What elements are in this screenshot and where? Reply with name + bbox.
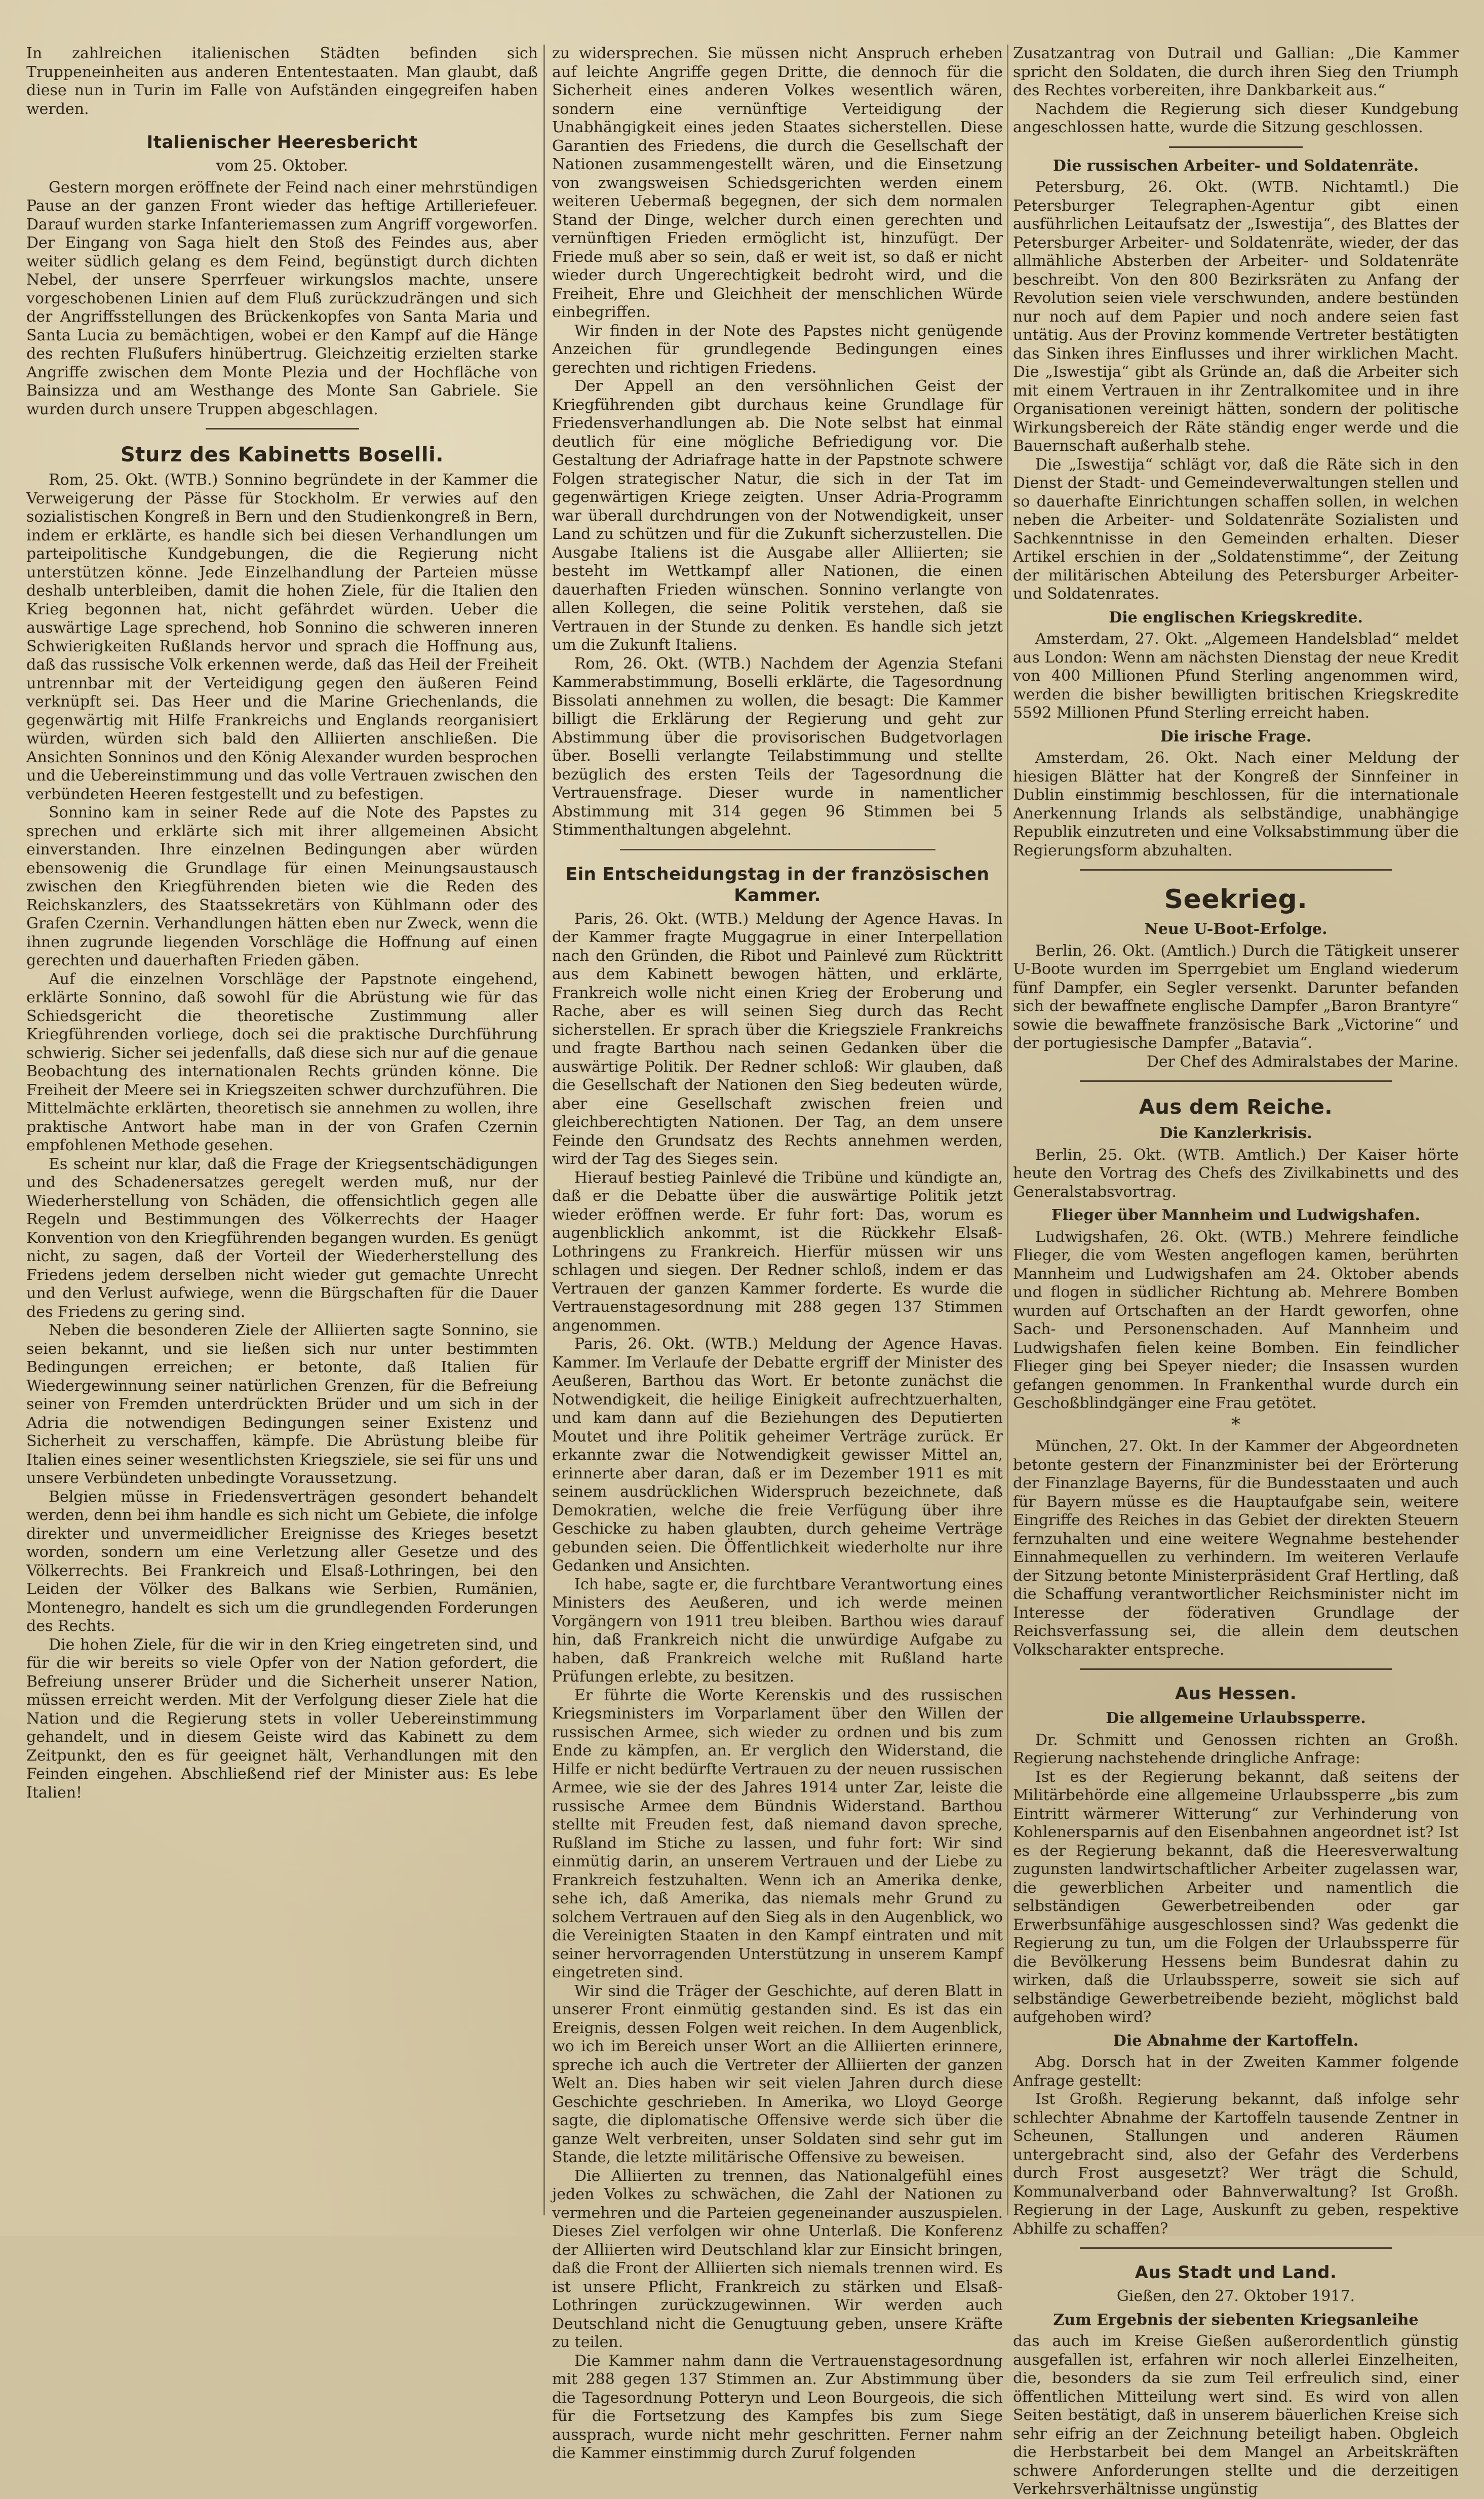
article-intro: In zahlreichen italienischen Städten befinden sich Truppeneinheiten aus anderen Ententestaaten. Man glaubt, daß diese nun in Turin im Falle von Aufständen eingegreifen haben werden. [26,45,538,118]
asterisk-divider: * [1231,1414,1240,1435]
headline-aus-dem-reiche: Aus dem Reiche. [1139,1096,1333,1119]
headline-stadt-und-land: Aus Stadt und Land. [1135,2262,1337,2283]
article-paragraph: Belgien müsse in Friedensverträgen gesondert behandelt werden, denn bei ihm handle es sich nicht um Gebiete, die infolge direkter und unvermeidlicher Ereignisse des Krieges besetzt worden, sondern um eine Verletzung aller Gesetze und des Völkerrechts. Bei Frankreich und Elsaß-Lothringen, bei den Leiden der Völker des Balkans wie Serbien, Rumänien, Montenegro, handelt es sich um die grundlegenden Forderungen des Rechts. [26,1488,538,1635]
article-paragraph: Die hohen Ziele, für die wir in den Krieg eingetreten sind, und für die wir bereits so viele Opfer von der Nation gefordert, die Befreiung unserer Brüder und die Sicherheit unserer Nation, müssen erreicht werden. Mit der Verfolgung dieser Ziele hat die Nation und die Regierung stets in voller Uebereinstimmung gehandelt, und in diesem Geiste wird das Kabinett zu dem Zeitpunkt, den es für geeignet hält, Verhandlungen mit den Feinden eingehen. Abschließend rief der Minister aus: Es lebe Italien! [26,1635,538,1802]
column-2 [552,45,1003,2462]
headline-ubot: Neue U-Boot-Erfolge. [1144,920,1327,938]
article-paragraph: Die „Iswestija“ schlägt vor, daß die Räte sich in den Dienst der Stadt- und Gemeindeverwaltungen stellen und so dauerhafte Einrichtungen schaffen sollen, in welchen neben die Arbeiter- und Soldatenräte Sozialisten und Sachkenntnisse in den Gemeinden erhalten. Dieser Artikel erschien in der „Soldatenstimme“, der Zeitung der militärischen Abteilung des Petersburger Arbeiter- und Soldatenrates. [1013,455,1459,603]
headline-sturz: Sturz des Kabinetts Boselli. [121,443,444,466]
article-paragraph: Es scheint nur klar, daß die Frage der Kriegsentschädigungen und des Schadenersatzes geregelt werden muß, nur der Wiederherstellung von Schäden, die offensichtlich gegen alle Regeln und Bestimmungen des Völkerrechts der Haager Konvention von den Kriegführenden begangen wurden. Es genügt nicht, zu sagen, daß der Vorteil der Wiederherstellung des Friedens jedem derselben nicht wieder gut gemachte Unrecht und den Verlust aufwiege, wenn die Bürgschaften für die Dauer des Friedens zu gering sind. [26,1155,538,1321]
divider [1080,1668,1392,1670]
article-paragraph: Sonnino kam in seiner Rede auf die Note des Papstes zu sprechen und erklärte sich mit ihrer allgemeinen Absicht einverstanden. Ihre einzelnen Bedingungen aber würden ebensowenig die Grundlage für einen Meinungsaustausch zwischen den Kriegführenden bieten wie die Reden des Reichskanzlers, des Staatssekretärs von Kühlmann oder des Grafen Czernin. Verhandlungen hätten eben nur Zweck, wenn die ihnen zugrunde liegenden Vorschläge die Hoffnung auf einen gerechten und dauerhaften Frieden gäben. [26,804,538,969]
article-paragraph: Paris, 26. Okt. (WTB.) Meldung der Agence Havas. In der Kammer fragte Muggagrue in einer Interpellation nach den Gründen, die Ribot und Painlevé zum Rücktritt aus dem Kabinett bewogen hätten, und erklärte, Frankreich wolle nicht einen Krieg der Eroberung und Rache, aber es will seinen Sieg durch das Recht sicherstellen. Er sprach über die Kriegsziele Frankreichs und fragte Barthou nach seinen Gedanken über die auswärtige Politik. Der Redner schloß: Wir glauben, daß die Gesellschaft der Nationen den Sieg bedeuten würde, aber eine Gesellschaft zwischen freien und gleichberechtigten Nationen. Der Tag, an dem unsere Feinde den Grundsatz des Rechts annehmen werden, wird der Tag des Sieges sein. [552,910,1003,1168]
article-paragraph: Amsterdam, 26. Okt. Nach einer Meldung der hiesigen Blätter hat der Kongreß der Sinnfeiner in Dublin einstimmig beschlossen, für die internationale Anerkennung Irlands als selbständige, unabhängige Republik einzutreten und eine Volksabstimmung über die Regierungsform abzuhalten. [1013,749,1459,860]
divider [206,428,359,429]
heeresbericht-date: vom 25. Oktober. [216,157,348,175]
headline-entscheidungstag: Ein Entscheidungstag in der französischen Kammer. [565,864,990,906]
headline-irische-frage: Die irische Frage. [1160,727,1312,746]
headline-aus-hessen: Aus Hessen. [1175,1684,1297,1704]
article-paragraph: Hierauf bestieg Painlevé die Tribüne und kündigte an, daß er die Debatte über die auswärtige Politik jetzt wieder eröffnen werde. Er fuhr fort: Das, worum es augenblicklich ankommt, ist die Rückkehr Elsaß-Lothringens zu Frankreich. Hierfür müssen wir uns schlagen und siegen. Der Redner schloß, indem er das Vertrauen der ganzen Kammer forderte. Es wurde die Vertrauenstagesordnung mit 288 gegen 137 Stimmen angenommen. [552,1168,1003,1335]
headline-kartoffeln: Die Abnahme der Kartoffeln. [1113,2032,1359,2050]
article-paragraph: zu widersprechen. Sie müssen nicht Anspruch erheben auf leichte Angriffe gegen Dritte, die dennoch für die Sicherheit eines anderen Volkes wesentlich wären, sondern eine vernünftige Verteidigung der Unabhängigkeit eines jeden Staates sicherstellen. Diese Garantien des Friedens, die durch die Gesellschaft der Nationen zusammengestellt wären, und die Einsetzung von zwangsweisen Schiedsgerichten werden einem weiteren Uebermaß begegnen, der sich dem normalen Stand der Dinge, welcher durch einen gerechten und vernünftigen Frieden ermöglicht ist, hinzufügt. Der Friede muß aber so sein, daß er weit ist, so daß er nicht wieder durch Ungerechtigkeit bedroht wird, und die Freiheit, Ehre und Gleichheit der menschlichen Würde einbegriffen. [552,45,1003,321]
divider [1080,1080,1392,1082]
column-rule [543,45,545,2215]
article-paragraph: Nachdem die Regierung sich dieser Kundgebung angeschlossen hatte, wurde die Sitzung geschlossen. [1013,100,1459,136]
headline-heeresbericht: Italienischer Heeresbericht [146,132,418,152]
divider [1080,2247,1392,2249]
article-paragraph: Berlin, 26. Okt. (Amtlich.) Durch die Tätigkeit unserer U-Boote wurden im Sperrgebiet um England wiederum fünf Dampfer, ein Segler versenkt. Darunter befanden sich der bewaffnete englische Dampfer „Baron Brantyre“ sowie die bewaffnete französische Bark „Victorine“ und der portugiesische Dampfer „Batavia“. [1013,942,1459,1052]
headline-kanzlerkrisis: Die Kanzlerkrisis. [1159,1124,1312,1142]
article-paragraph: Zusatzantrag von Dutrail und Gallian: „Die Kammer spricht den Soldaten, die durch ihren Sieg den Triumph des Rechtes vorbereiten, ihre Dankbarkeit aus.“ [1013,45,1459,99]
headline-englische-kredite: Die englischen Kriegskredite. [1109,608,1363,627]
headline-seekrieg: Seekrieg. [1164,884,1308,915]
headline-urlaubssperre: Die allgemeine Urlaubssperre. [1106,1709,1366,1727]
divider [620,849,935,850]
column-3 [1013,45,1459,2498]
article-paragraph: Petersburg, 26. Okt. (WTB. Nichtamtl.) Die Petersburger Telegraphen-Agentur gibt einen ausführlichen Leitaufsatz der „Iswestija“, des Blattes der Petersburger Arbeiter- und Soldatenräte, wieder, der das allmähliche Absterben der Arbeiter- und Soldatenräte beschreibt. Von den 800 Bezirksräten zu Anfang der Revolution seien viele verschwunden, andere bestünden nur noch auf dem Papier und noch andere seien fast untätig. Aus der Provinz kommende Vertreter bestätigten das Sinken ihres Einflusses und ihrer wirklichen Macht. Die „Iswestija“ gibt als Gründe an, daß die Arbeiter sich mit einem Vertrauen in ihr Zentralkomitee und in ihre Organisationen vereinigt hätten, sondern der politische Wirkungsbereich der Räte ständig enger werde und die Bauernschaft außerhalb stehe. [1013,178,1459,455]
article-paragraph: Ich habe, sagte er, die furchtbare Verantwortung eines Ministers des Aeußeren, und ich werde meinen Vorgängern von 1911 treu bleiben. Barthou wies darauf hin, daß Frankreich nicht die unwürdige Aufgabe zu haben, daß Frankreich welche mit Rußland harte Prüfungen erlebte, zu besitzen. [552,1575,1003,1686]
article-paragraph: Die Kammer nahm dann die Vertrauenstagesordnung mit 288 gegen 137 Stimmen an. Zur Abstimmung über die Tagesordnung Potteryn und Leon Bourgeois, die sich für die Fortsetzung des Kampfes bis zum Siege aussprach, wurde nicht mehr geschritten. Ferner nahm die Kammer einstimmig durch Zuruf folgenden [552,2352,1003,2462]
article-paragraph: Gestern morgen eröffnete der Feind nach einer mehrstündigen Pause an der ganzen Front wieder das heftige Artilleriefeuer. Darauf wurden starke Infanteriemassen zum Angriff vorgeworfen. Der Eingang von Saga hielt den Stoß des Feindes aus, aber weiter südlich gelang es dem Feind, begünstigt durch dichten Nebel, der unsere Sperrfeuer wirkungslos machte, unsere vorgeschobenen Linien auf dem Fluß zurückzudrängen und sich der Angriffsstellungen des Brückenkopfes von Santa Maria und Santa Lucia zu bemächtigen, wobei er den Kampf auf die Hänge des rechten Flußufers hinübertrug. Gleichzeitig erzielten starke Angriffe zwischen dem Monte Plezia und der Hochfläche von Bainsizza und am Westhange des Monte San Gabriele. Sie wurden durch unsere Truppen abgeschlagen. [26,178,538,418]
headline-flieger: Flieger über Mannheim und Ludwigshafen. [1051,1206,1420,1224]
divider [1080,869,1392,871]
article-paragraph: Rom, 25. Okt. (WTB.) Sonnino begründete in der Kammer die Verweigerung der Pässe für Stockholm. Er verwies auf den sozialistischen Kongreß in Bern und den Studienkongreß in Bern, indem er erklärte, es handle sich bei diesen Verhandlungen um parteipolitische Kundgebungen, die die Regierung nicht unterstützen könne. Jede Einzelhandlung der Parteien müsse deshalb unterbleiben, damit die hohen Ziele, für die Italien den Krieg begonnen hat, nicht gefährdet würden. Ueber die auswärtige Lage sprechend, hob Sonnino die schweren inneren Schwierigkeiten Rußlands hervor und sprach die Hoffnung aus, daß das russische Volk erkennen werde, daß das Heil der Freiheit untrennbar mit der Verteidigung gegen den äußeren Feind verknüpft sei. Das Heer und die Marine Griechenlands, die gegenwärtig mit Hilfe Frankreichs und Englands reorganisiert würden, würden sich bald den Alliierten anschließen. Die Ansichten Sonninos und den König Alexander wurden besprochen und die Uebereinstimmung und das volle Vertrauen zwischen den verbündeten Heeren festgestellt und zu befestigen. [26,471,538,803]
article-paragraph: Ist es der Regierung bekannt, daß seitens der Militärbehörde eine allgemeine Urlaubssperre „bis zum Eintritt wärmerer Witterung“ zur Verhinderung von Kohlenersparnis auf den Eisenbahnen angeordnet ist? Ist es der Regierung bekannt, daß die Heeresverwaltung zugunsten landwirtschaftlicher Arbeiter zugelassen war, die gewerblichen Arbeiter und namentlich die selbständigen Gewerbetreibenden oder gar Erwerbsunfähige ausgeschlossen sind? Was gedenkt die Regierung zu tun, um die Folgen der Urlaubssperre für die Bevölkerung Hessens beim Bundesrat dahin zu wirken, daß die Urlaubssperre, soweit sie sich auf selbständige Gewerbetreibende bezieht, möglichst bald aufgehoben wird? [1013,1768,1459,2026]
article-paragraph: Dr. Schmitt und Genossen richten an Großh. Regierung nachstehende dringliche Anfrage: [1013,1731,1459,1767]
article-paragraph: Berlin, 25. Okt. (WTB. Amtlich.) Der Kaiser hörte heute den Vortrag des Chefs des Zivilkabinetts und des Generalstabsvortrag. [1013,1146,1459,1201]
article-paragraph: Wir sind die Träger der Geschichte, auf deren Blatt in unserer Front einmütig gestanden sind. Es ist das ein Ereignis, dessen Folgen weit reichen. In dem Augenblick, wo ich im Bereich unser Wort an die Alliierten erinnere, spreche ich auch die Vertreter der Alliierten der ganzen Welt an. Dies haben wir seit vielen Jahren durch diese Geschichte geschrieben. In Amerika, wo Lloyd George sagte, die diplomatische Offensive werde sich über die ganze Welt verbreiten, unser Soldaten sind sehr gut im Stande, die letzte militärische Offensive zu beweisen. [552,1982,1003,2166]
column-1 [26,45,538,2215]
article-paragraph: Abg. Dorsch hat in der Zweiten Kammer folgende Anfrage gestellt: [1013,2053,1459,2090]
article-paragraph: Amsterdam, 27. Okt. „Algemeen Handelsblad“ meldet aus London: Wenn am nächsten Dienstag der neue Kredit von 400 Millionen Pfund Sterling angenommen wird, werden die bisher bewilligten britischen Kriegskredite 5592 Millionen Pfund Sterling erreicht haben. [1013,630,1459,722]
article-paragraph: Er führte die Worte Kerenskis und des russischen Kriegsministers im Vorparlament über den Willen der russischen Armee, sich wieder zu ordnen und bis zum Ende zu kämpfen, an. Er verglich den Widerstand, die Hilfe er nicht bedürfte Vertrauen zu der neuen russischen Armee, wie sie der des Jahres 1914 unter Zar, leiste die russische Armee dem Bündnis Widerstand. Barthou stellte mit Freuden fest, daß niemand davon spreche, Rußland im Stiche zu lassen, und fuhr fort: Wir sind einmütig darin, an unserem Vertrauen und der Liebe zu Frankreich festzuhalten. Wenn ich an Amerika denke, sehe ich, daß Amerika, das niemals mehr Grund zu solchem Vertrauen auf den Sieg als in den Augenblick, wo die Vereinigten Staaten in den Kampf eintraten und mit seiner hervorragenden Unterstützung in unserem Kampf eingetreten sind. [552,1686,1003,1981]
signature-line: Der Chef des Admiralstabes der Marine. [1146,1052,1459,1071]
article-paragraph: Ludwigshafen, 26. Okt. (WTB.) Mehrere feindliche Flieger, die vom Westen angeflogen kamen, berührten Mannheim und Ludwigshafen am 24. Oktober abends und flogen in südlicher Richtung ab. Mehrere Bomben wurden auf Ortschaften an der Hardt geworfen, ohne Sach- und Personenschaden. Auf Mannheim und Ludwigshafen fielen keine Bomben. Ein feindlicher Flieger ging bei Speyer nieder; die Insassen wurden gefangen genommen. In Frankenthal wurde durch ein Geschoßblindgänger eine Frau getötet. [1013,1228,1459,1412]
article-paragraph: München, 27. Okt. In der Kammer der Abgeordneten betonte gestern der Finanzminister bei der Erörterung der Finanzlage Bayerns, für die Bundesstaaten und auch für Bayern müsse es die Hauptaufgabe sein, weitere Eingriffe des Reiches in das Gebiet der direkten Steuern fernzuhalten und eine weitere Wegnahme bestehender Einnahmequellen zu verhindern. Im weiteren Verlaufe der Sitzung betonte Ministerpräsident Graf Hertling, daß die Schaffung verantwortlicher Reichsminister nicht im Interesse der föderativen Grundlage der Reichsverfassung sei, die allein dem deutschen Volkscharakter entspreche. [1013,1437,1459,1659]
divider [1169,146,1303,148]
stadt-dateline: Gießen, den 27. Oktober 1917. [1116,2287,1355,2305]
article-paragraph: Wir finden in der Note des Papstes nicht genügende Anzeichen für grundlegende Bedingungen eines gerechten und richtigen Friedens. [552,322,1003,377]
headline-kriegsanleihe: Zum Ergebnis der siebenten Kriegsanleihe [1053,2311,1419,2329]
article-paragraph: Ist Großh. Regierung bekannt, daß infolge sehr schlechter Abnahme der Kartoffeln tausende Zentner in Scheunen, Stallungen und anderen Räumen untergebracht sind, also der Gefahr des Verderbens durch Frost ausgesetzt? Wer trägt die Schuld, Kommunalverband oder Bahnverwaltung? Ist Großh. Regierung in der Lage, Auskunft zu geben, respektive Abhilfe zu schaffen? [1013,2090,1459,2238]
article-paragraph: Neben die besonderen Ziele der Alliierten sagte Sonnino, sie seien bekannt, und sie ließen sich nur unter bestimmten Bedingungen erreichen; er betonte, daß Italien für Wiedergewinnung seiner natürlichen Grenzen, für die Befreiung seiner von Fremden unterdrückten Brüder und um sich in der Adria die notwendigen Bedingungen seiner Existenz und Sicherheit zu verschaffen, kämpfe. Die Abrüstung bleibe für Italien eines seiner wesentlichsten Kriegsziele, sie sei für uns und unsere Verbündeten unbedingte Voraussetzung. [26,1321,538,1487]
article-paragraph: Paris, 26. Okt. (WTB.) Meldung der Agence Havas. Kammer. Im Verlaufe der Debatte ergriff der Minister des Aeußeren, Barthou das Wort. Er betonte zunächst die Notwendigkeit, die heilige Einigkeit aufrechtzuerhalten, und kam dann auf die Beziehungen des Deputierten Moutet und ihre Politik geheimer Verträge zurück. Er erkannte zwar die Notwendigkeit gewisser Mittel an, erinnerte aber daran, daß er im Dezember 1911 es mit seinem ausdrücklichen Widerspruch bezeichnete, daß Demokratien, welche die freie Verfügung über ihre Geschicke zu haben glaubten, durch geheime Verträge gebunden seien. Die Öffentlichkeit wiederholte nur ihre Gedanken und Ansichten. [552,1335,1003,1575]
headline-russische-raete: Die russischen Arbeiter- und Soldatenräte. [1052,157,1419,175]
article-paragraph: Rom, 26. Okt. (WTB.) Nachdem der Agenzia Stefani Kammerabstimmung, Boselli erklärte, die Tagesordnung Bissolati annehmen zu wollen, die besagt: Die Kammer billigt die Erklärung der Regierung und geht zur Abstimmung über die provisorischen Budgetvorlagen über. Boselli verlangte Teilabstimmung und stellte bezüglich des ersten Teils der Tagesordnung die Vertrauensfrage. Dieser wurde in namentlicher Abstimmung mit 314 gegen 96 Stimmen bei 5 Stimmenthaltungen abgelehnt. [552,654,1003,839]
article-paragraph: Die Alliierten zu trennen, das Nationalgefühl eines jeden Volkes zu schwächen, die Zahl der Nationen zu vermehren und die Parteien gegeneinander auszuspielen. Dieses Ziel verfolgen wir ohne Unterlaß. Die Konferenz der Alliierten wird Deutschland klar zur Einsicht bringen, daß die Front der Alliierten sich niemals trennen wird. Es ist unsere Pflicht, Frankreich zu stärken und Elsaß-Lothringen zurückzugewinnen. Wir werden auch Deutschland nicht die Genugtuung geben, unsere Kräfte zu teilen. [552,2167,1003,2351]
article-paragraph: Der Appell an den versöhnlichen Geist der Kriegführenden gibt durchaus keine Grundlage für Friedensverhandlungen ab. Die Note selbst hat einmal deutlich für eine mögliche Befriedigung vor. Die Gestaltung der Adriafrage hatte in der Papstnote schwere Folgen strategischer Natur, die sich in der Tat im gegenwärtigen Kriege zeigten. Unser Adria-Programm war überall durchdrungen von der Notwendigkeit, unser Land zu schützen und für die Zukunft sicherzustellen. Die Ausgabe Italiens ist die Ausgabe aller Alliierten; sie besteht im Wettkampf aller Nationen, die einen dauerhaften Frieden wünschen. Sonnino verlangte von allen Kollegen, die seine Politik verstehen, daß sie Vertrauen in der Stunde zu denken. Es handle sich jetzt um die Zukunft Italiens. [552,377,1003,654]
article-paragraph: das auch im Kreise Gießen außerordentlich günstig ausgefallen ist, erfahren wir noch allerlei Einzelheiten, die, besonders da sie zum Teil erfreulich sind, einer öffentlichen Mitteilung wert sind. Es wird von allen Seiten bestätigt, daß in unserem bäuerlichen Kreise sich sehr eifrig an der Zeichnung beteiligt haben. Obgleich die Herbstarbeit bei dem Mangel an Arbeitskräften schwere Anforderungen stellte und die derzeitigen Verkehrsverhältnisse ungünstig [1013,2332,1459,2498]
article-paragraph: Auf die einzelnen Vorschläge der Papstnote eingehend, erklärte Sonnino, daß sowohl für die Abrüstung wie für das Schiedsgericht die theoretische Zustimmung aller Kriegführenden vorliege, doch sei die praktische Durchführung schwierig. Sicher sei jedenfalls, daß diese sich nur auf die genaue Beobachtung des internationalen Rechts gründen könne. Die Freiheit der Meere sei in Kriegszeiten schwer durchzuführen. Die Mittelmächte erklärten, theoretisch sie annehmen zu wollen, ihre praktische Antwort habe man in der von Grafen Czernin empfohlenen Methode gesehen. [26,970,538,1154]
column-rule [1007,45,1008,2215]
